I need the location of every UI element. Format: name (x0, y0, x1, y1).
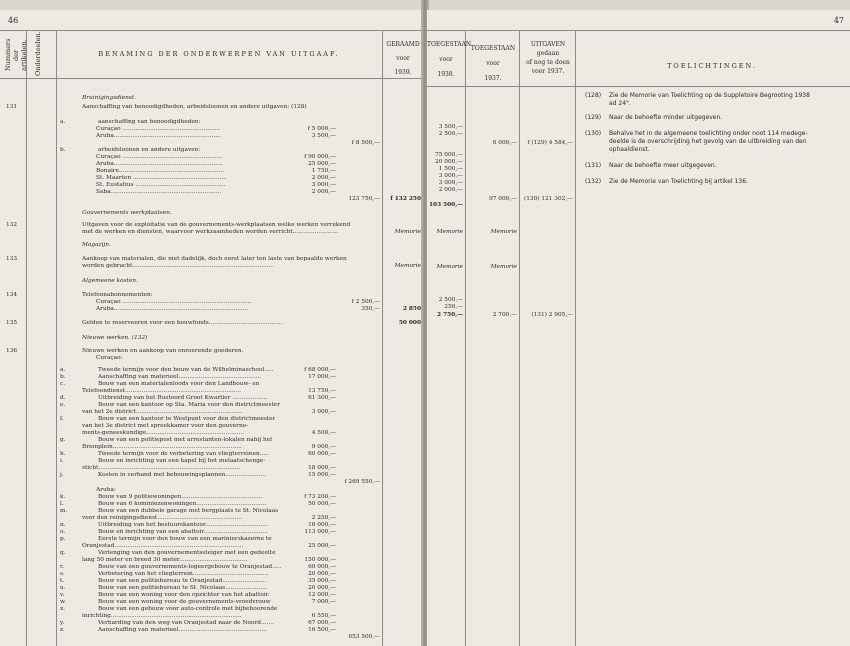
line-amount: 1 750,— (311, 168, 336, 174)
line-amount: 60 000,— (308, 451, 336, 457)
line-description: Bouw van een kantoor te Westpunt voor den districtmeester (98, 416, 276, 422)
subdivision-letter: w. (60, 599, 67, 605)
note-reference: (132) (585, 178, 602, 185)
granted-1938-amount: 3 000,— (438, 173, 463, 179)
subdivision-letter: g. (60, 437, 66, 443)
granted-1938-amount: 3 500,— (438, 124, 463, 130)
subdivision-letter: b. (60, 374, 66, 380)
granted-1938-amount: 75 000,— (435, 152, 463, 158)
subtotal-amount: f 8 500,— (351, 140, 380, 146)
granted-1938-amount: 2 000,— (438, 187, 463, 193)
line-description: sticht............................................................................. (82, 465, 241, 471)
line-amount: 12 000,— (308, 592, 336, 598)
line-amount: 16 000,— (308, 522, 336, 528)
header-explanations: TOELICHTINGEN. (667, 62, 757, 70)
line-amount: 67 000,— (308, 620, 336, 626)
note-text: Zie de Memorie van Toelichting op de Suppletoire Begrooting 1938 (609, 92, 810, 99)
line-amount: 2 000,— (311, 175, 336, 181)
line-amount: 150 000,— (304, 557, 336, 563)
line-amount: 60 000,— (308, 564, 336, 570)
estimated-total: Memorie (394, 229, 421, 235)
line-amount: 3 000,— (311, 409, 336, 415)
line-description: Uitgaven voor de exploitatie van de gouvernements-werkplaatsen welke werken verrekend (82, 222, 351, 228)
line-description: Bonaire......................................................... (96, 168, 225, 174)
col-divider (575, 30, 576, 646)
line-description: met de werken en diensten, waarvoor werkzaamheden worden verricht......................... (82, 229, 339, 235)
line-amount: 4 500,— (311, 430, 336, 436)
col-divider (382, 30, 383, 646)
subtotal-amount: f 269 550,— (344, 479, 380, 485)
col-divider (465, 30, 466, 646)
line-description: Curaçao ..................................................... (96, 126, 221, 132)
subdivision-letter: p. (60, 536, 66, 542)
note-text: Zie de Memorie van Toelichting bij artikel 136. (609, 178, 748, 185)
line-amount: 3 000,— (311, 182, 336, 188)
header-article-numbers: Nummers der artikelen. (4, 38, 28, 72)
line-description: Telefoondienst............................................................... (82, 388, 242, 394)
line-amount: 50 000,— (308, 501, 336, 507)
line-amount: f 68 000,— (304, 367, 336, 373)
line-amount: f 5 000,— (307, 126, 336, 132)
subdivision-letter: s. (60, 571, 65, 577)
line-description: Tweede termijn voor de verbetering van vliegterreinen..... (98, 451, 269, 457)
line-description: aanschaffing van benoodigdheden: (98, 119, 201, 125)
line-description: Aanschaffing van benoodigdheden, arbeidsloonen en andere uitgaven: (128) (82, 104, 307, 110)
line-amount: 17 000,— (308, 374, 336, 380)
line-description: Telefoonabonnementen: (82, 292, 153, 298)
line-description: Tweede termijn voor den bouw van de Wilhelminaschool..... (98, 367, 274, 373)
granted-1937-amount: Memorie (490, 264, 517, 270)
note-text: deelde is de overschrijding het gevolg van de uitbreiding van den (609, 138, 807, 145)
line-description: ments-geneeskundige..................................................... (82, 430, 244, 436)
line-description: Nieuwe werken. (132) (82, 335, 148, 341)
note-text: ad 24°. (609, 100, 631, 107)
article-number: 131 (6, 104, 18, 110)
line-description: St. Eustatius ................................................. (96, 182, 226, 188)
line-description: Uitbreiding van het Rustoord Groot Kwartier ................... (98, 395, 268, 401)
line-description: worden gebracht............................................................................. (82, 263, 275, 269)
estimated-total: Memorie (394, 263, 421, 269)
line-description: Aankoop van materialen, die niet dadelijk, doch eerst later ten laste van bepaalde werken (82, 256, 347, 262)
line-description: Curaçao: (96, 355, 123, 361)
granted-1937-amount: Memorie (490, 229, 517, 235)
subdivision-letter: o. (60, 529, 66, 535)
subdivision-letter: e. (60, 402, 66, 408)
line-amount: 7 000,— (311, 599, 336, 605)
granted-1938-amount: 2 750,— (437, 312, 463, 318)
note-reference: (128) (585, 92, 602, 99)
right-page-number: 47 (833, 16, 844, 25)
subtotal-amount: 123 750,— (348, 196, 380, 202)
expenditure-amount: (130) 121 302,— (523, 196, 573, 202)
left-page-number: 46 (8, 16, 19, 25)
subdivision-letter: t. (60, 578, 65, 584)
header-granted-1938: TOEGESTAAN voor 1938. (427, 41, 472, 78)
line-amount: 18 000,— (308, 465, 336, 471)
subdivision-letter: h. (60, 451, 66, 457)
note-text: Naar de behoefte meer uitgegeven. (609, 162, 717, 169)
line-description: Bouw van een woning voor den opzichter van het abattoir. (98, 592, 270, 598)
granted-1938-amount: Memorie (436, 229, 463, 235)
line-description: Bouw van een materialenloods voor den Landbouw- en (98, 381, 260, 387)
line-amount: 20 000,— (308, 585, 336, 591)
line-amount: 2 250,— (311, 515, 336, 521)
line-description: Aanschaffing van materieel............................................. (98, 374, 262, 380)
subdivision-letter: j. (60, 472, 64, 478)
line-description: arbeidsloonen en andere uitgaven: (98, 147, 201, 153)
subtotal-amount: f 2 500,— (351, 299, 380, 305)
line-description: Saba............................................................ (96, 189, 222, 195)
subdivision-letter: d. (60, 395, 66, 401)
line-description: Gelden te reserveeren voor een bouwfonds........................................ (82, 320, 283, 326)
line-description: Curaçao ...................................................... (96, 154, 222, 160)
line-description: Verlenging van den gouvernementssteiger met een gedeelte (98, 550, 276, 556)
header-subdivisions: Onderdeelen. (34, 31, 42, 76)
granted-1937-amount: 97 000,— (489, 196, 517, 202)
subdivision-letter: r. (60, 564, 64, 570)
subdivision-letter: z. (60, 627, 65, 633)
subtotal-amount: 653 500,— (348, 634, 380, 640)
article-number: 133 (6, 256, 18, 262)
line-description: Kosten in verband met bebouwingsplannen...................... (98, 472, 266, 478)
note-text: ophaaldienst. (609, 146, 650, 153)
expenditure-amount: (131) 2 905,— (531, 312, 573, 318)
subdivision-letter: i. (60, 458, 64, 464)
granted-1938-amount: 20 000,— (435, 159, 463, 165)
line-description: Curaçao ...................................................................... (96, 299, 252, 305)
article-number: 136 (6, 348, 18, 354)
line-amount: 35 000,— (308, 578, 336, 584)
granted-1937-amount: 6 000,— (492, 140, 517, 146)
line-description: Bouw van 9 politiewoningen............................................ (98, 494, 263, 500)
line-description: Bouw van een politiebureau te Oranjestad........................ (98, 578, 267, 584)
subdivision-letter: y. (60, 620, 65, 626)
line-description: inrichting....................................................................... (82, 613, 242, 619)
expenditure-amount: f (129) 4 584,— (527, 140, 573, 146)
note-text: Behalve het in de algemeene toelichting onder noot 114 medege- (609, 130, 808, 137)
granted-1938-amount: 1 500,— (438, 166, 463, 172)
line-description: Aruba: (96, 487, 116, 493)
subdivision-letter: b. (60, 147, 66, 153)
granted-1937-amount: 2 700,— (492, 312, 517, 318)
col-divider (519, 30, 520, 646)
line-amount: f 73 200,— (304, 494, 336, 500)
line-description: Aruba.......................................................... (96, 133, 221, 139)
granted-1938-amount: 2 500,— (438, 297, 463, 303)
note-reference: (131) (585, 162, 602, 169)
subdivision-letter: x. (60, 606, 66, 612)
header-granted-1937: TOEGESTAAN voor 1937. (470, 45, 516, 82)
line-amount: 3 500,— (311, 133, 336, 139)
line-amount: 113 000,— (304, 529, 336, 535)
header-estimated: GERAAMD voor 1939. (386, 41, 420, 76)
line-description: Brionplein...................................................................... (82, 444, 242, 450)
line-description: van het 3e district met spreekkamer voor den gouverne- (82, 423, 249, 429)
subdivision-letter: m. (60, 508, 68, 514)
line-description: Bouw van een politiebureau te St. Nicolaas....................... (98, 585, 268, 591)
subdivision-letter: q. (60, 550, 66, 556)
subdivision-letter: n. (60, 522, 66, 528)
granted-1938-amount: 103 500,— (429, 202, 464, 208)
subdivision-letter: a. (60, 119, 66, 125)
line-description: St. Maarten ................................................... (96, 175, 227, 181)
line-amount: 25 000,— (308, 161, 336, 167)
line-amount: 16 500,— (308, 627, 336, 633)
article-number: 134 (6, 292, 18, 298)
article-number: 132 (6, 222, 18, 228)
subdivision-letter: u. (60, 585, 66, 591)
granted-1938-amount: 3 000,— (438, 180, 463, 186)
line-amount: 61 300,— (308, 395, 336, 401)
line-description: Bouw van een gouvernements-logeergebouw te Oranjestad..... (98, 564, 282, 570)
line-description: Aruba........................................................... (96, 161, 223, 167)
granted-1938-amount: 2 500,— (438, 131, 463, 137)
line-description: Aanschaffing van materieel................................................ (98, 627, 267, 633)
subdivision-letter: l. (60, 501, 64, 507)
estimated-total: 2 850 (402, 306, 421, 312)
line-description: Verharding van den weg van Oranjestad naar de Noord....... (98, 620, 274, 626)
line-description: Bouw en inrichting van een kapel bij het melaatschenge- (98, 458, 266, 464)
line-amount: f 90 000,— (304, 154, 336, 160)
subdivision-letter: v. (60, 592, 65, 598)
granted-1938-amount: Memorie (436, 264, 463, 270)
right-page (427, 10, 850, 646)
note-reference: (130) (585, 130, 602, 137)
line-description: Verbetering van het vliegterrein......................................... (98, 571, 269, 577)
subdivision-letter: k. (60, 494, 66, 500)
estimated-total: 50 000 (398, 320, 421, 326)
line-amount: 25 000,— (308, 543, 336, 549)
subdivision-letter: c. (60, 381, 66, 387)
header-expenditures: UITGAVEN gedaan of nog te doen voor 1937. (526, 41, 570, 75)
line-description: Algemeene kosten. (82, 278, 138, 284)
line-description: Bouw van een woning voor de gouvernements-vroedvrouw (98, 599, 271, 605)
line-description: Bouw van een politiepost met arrestanten-lokalen nabij het (98, 437, 273, 443)
line-description: Bouw van een gebouw voor auto-controle met bijbehoorende (98, 606, 278, 612)
line-description: voor den reinigingsdienst.............................................. (82, 515, 243, 521)
header-description: BENAMING DER ONDERWERPEN VAN UITGAAF. (98, 50, 340, 58)
note-reference: (129) (585, 114, 602, 121)
line-description: Bouw van 6 kommiezenwoningen...................................... (98, 501, 267, 507)
line-description: Oranjestad...................................................................... (82, 543, 244, 549)
line-amount: 9 000,— (311, 444, 336, 450)
line-description: Magazijn. (82, 242, 111, 248)
article-number: 135 (6, 320, 18, 326)
line-description: Gouvernements werkplaatsen. (82, 210, 172, 216)
line-description: Bouw van een dubbele garage met bergplaats te St. Nicolaas (98, 508, 279, 514)
line-description: Eerste termijn voor den bouw van een marinierskazerne te (98, 536, 272, 542)
line-amount: 20 000,— (308, 571, 336, 577)
left-page (0, 10, 423, 646)
line-description: Bouw en inrichting van een abattoir................................... (98, 529, 268, 535)
col-divider (56, 30, 57, 646)
note-text: Naar de behoefte minder uitgegeven. (609, 114, 723, 121)
estimated-total: f 132 250 (390, 196, 421, 202)
line-description: lang 50 meter en breed 30 meter..................................... (82, 557, 248, 563)
line-amount: 13 750,— (308, 388, 336, 394)
subdivision-letter: a. (60, 367, 66, 373)
line-description: Uitbreiding van het bestuurskantoor.................................. (98, 522, 268, 528)
col-divider (26, 30, 27, 646)
line-amount: 2 000,— (311, 189, 336, 195)
subtotal-amount: 350,— (361, 306, 380, 312)
subdivision-letter: f. (60, 416, 64, 422)
line-description: Aruba......................................................................... (96, 306, 249, 312)
line-description: Nieuwe werken en aankoop van onroerende goederen. (82, 348, 244, 354)
line-description: van het 2e district.......................................................... (82, 409, 243, 415)
line-description: Bruinigingsdienst. (82, 95, 137, 101)
granted-1938-amount: 250,— (444, 304, 463, 310)
line-amount: 6 550,— (311, 613, 336, 619)
line-amount: 15 000,— (308, 472, 336, 478)
line-description: Bouw van een kantoor op Sta. Maria voor den districtmeester (98, 402, 280, 408)
